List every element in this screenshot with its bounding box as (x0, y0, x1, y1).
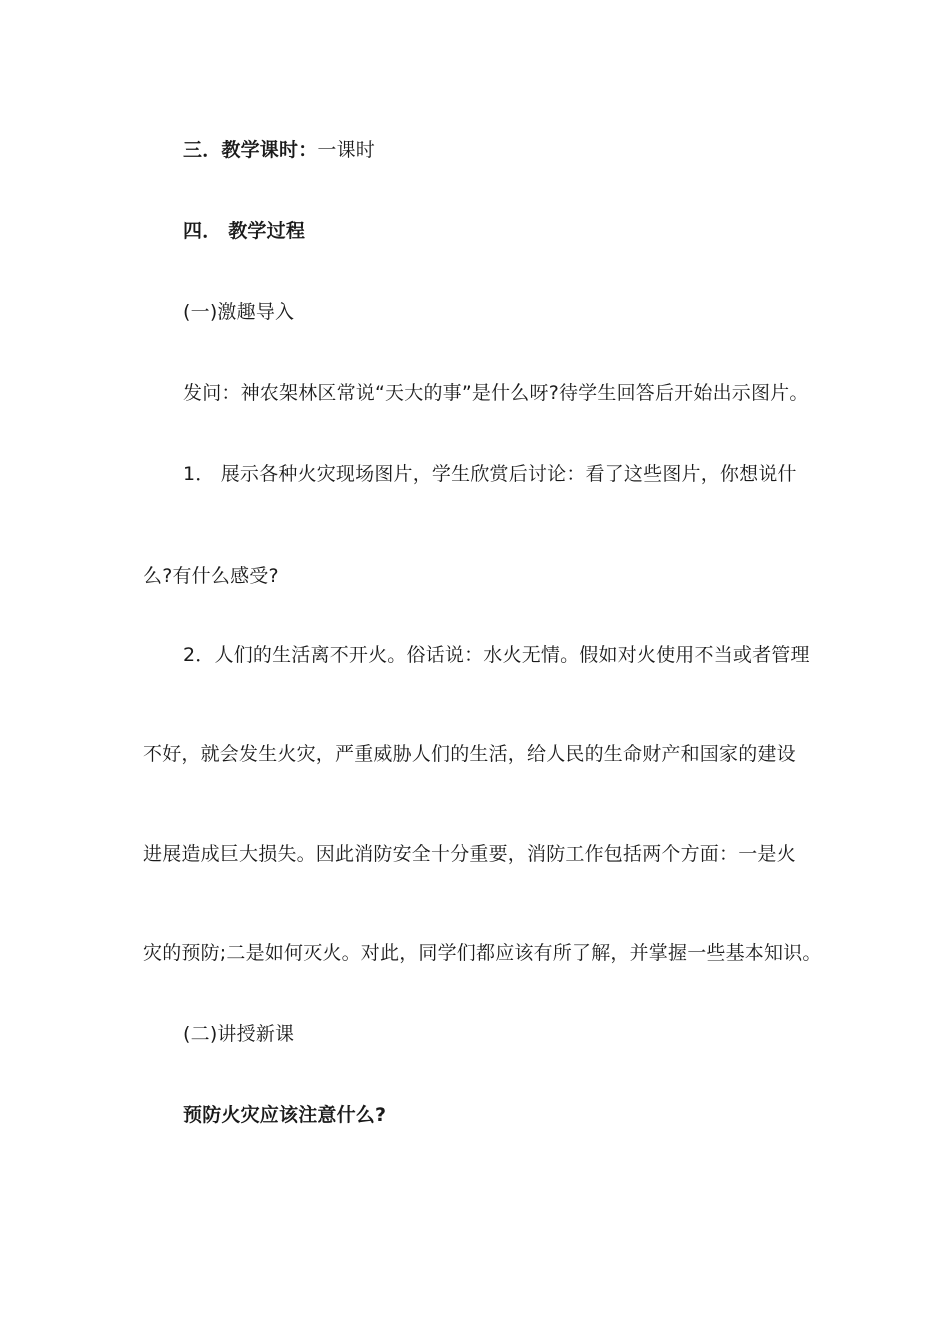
item-2-line-4: 灾的预防;二是如何灭火。对此，同学们都应该有所了解，并掌握一些基本知识。 (143, 942, 822, 964)
item-1-line-2: 么?有什么感受? (143, 565, 279, 587)
part-1-title: (一)激趣导入 (183, 301, 295, 323)
section-3-heading: 三．教学课时： (183, 139, 318, 161)
item-1-line-1: 1． 展示各种火灾现场图片，学生欣赏后讨论：看了这些图片，你想说什 (183, 463, 797, 485)
item-2-line-3: 进展造成巨大损失。因此消防安全十分重要，消防工作包括两个方面：一是火 (143, 843, 796, 865)
section-3-line (183, 138, 375, 162)
part-2-title: (二)讲授新课 (183, 1023, 295, 1045)
part-2-subheading: 预防火灾应该注意什么? (183, 1104, 387, 1126)
section-4-heading: 四． 教学过程 (183, 220, 306, 242)
intro-question: 发问：神农架林区常说“天大的事”是什么呀?待学生回答后开始出示图片。 (183, 382, 809, 404)
item-2-line-2: 不好，就会发生火灾，严重威胁人们的生活，给人民的生命财产和国家的建设 (143, 743, 796, 765)
item-2-line-1: 2．人们的生活离不开火。俗话说：水火无情。假如对火使用不当或者管理 (183, 644, 810, 666)
section-3-value: 一课时 (317, 139, 376, 161)
